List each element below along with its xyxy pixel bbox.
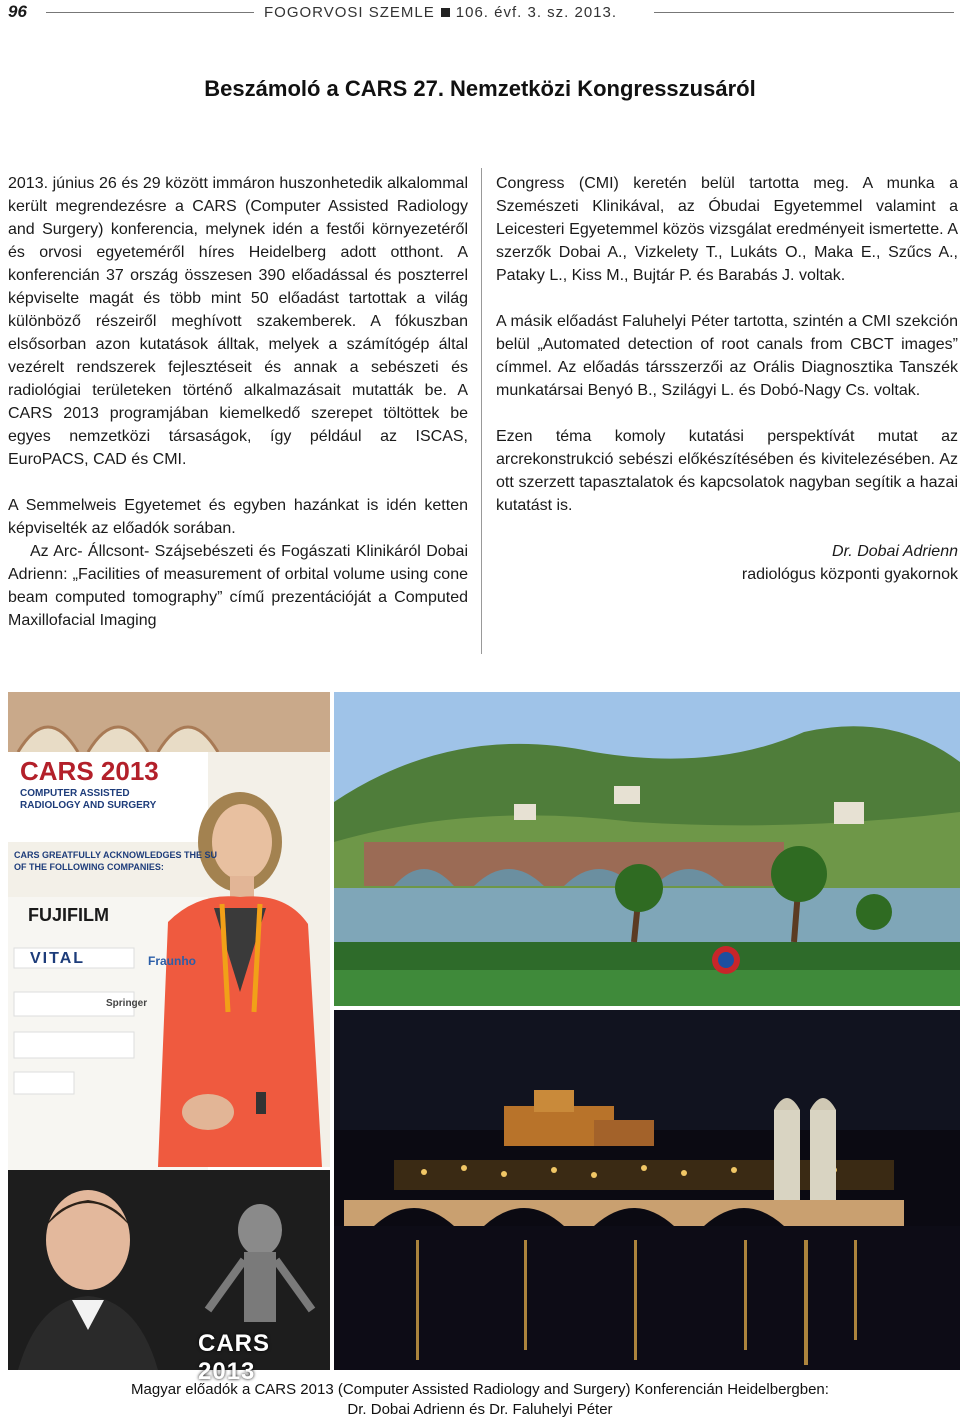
photo-heidelberg-bridge-day <box>334 692 960 1006</box>
page-header <box>0 0 960 30</box>
banner-title: CARS 2013 <box>20 756 159 786</box>
banner-ack-1: CARS GREATFULLY ACKNOWLEDGES THE SU <box>14 850 218 860</box>
square-bullet-icon <box>441 8 450 17</box>
sponsor-springer-logo: Springer <box>106 998 148 1009</box>
caption-line-2: Dr. Dobai Adrienn és Dr. Faluhelyi Péter <box>347 1401 613 1418</box>
journal-name: FOGORVOSI SZEMLE <box>264 4 435 21</box>
paragraph-dobai: Az Arc- Állcsont- Szájsebészeti és Fogászati Klinikáról Dobai Adrienn: „Facilities of measurement of orbital volume using cone beam computed tomography” című prezentációját a Computed Maxillofacial Imaging <box>8 543 468 629</box>
photo-faluhelyi-peter <box>8 1170 330 1385</box>
sponsor-fraunhofer-logo: Fraunho <box>148 954 196 968</box>
header-rule-left <box>46 12 254 13</box>
header-rule-right <box>654 12 954 13</box>
signature-role: radiológus központi gyakornok <box>741 566 958 583</box>
left-column <box>8 172 468 632</box>
article-title: Beszámoló a CARS 27. Nemzetközi Kongresszusáról <box>204 76 756 101</box>
paragraph-intro: 2013. június 26 és 29 között immáron huszonhetedik alkalommal került megrendezésre a CARS (Computer Assisted Radiology and Surgery) konferencia, melynek idén a festői környezetéről és orvosi egyeteméről híres Heidelberg adott otthont. A konferencián 37 ország összesen 390 előadással és poszterrel képviselte magát és több mint 50 előadást tartottak a világ különböző részeiről meghívott szakemberek. A fókuszban elsősorban azon kutatások álltak, melyek a számítógép által vezérelt rendszerek fejlesztéseit és annak a sebészeti és radiológiai területeken történő alkalmazásait mutatták be. A CARS 2013 programjában kiemelkedő szerepet töltöttek be egyes nemzetközi társaságok, így például az ISCAS, EuroPACS, CAD és CMI. <box>8 175 468 468</box>
photo-heidelberg-bridge-night-illustration <box>334 1010 960 1370</box>
paragraph-authors: Congress (CMI) keretén belül tartotta meg. A munka a Szemészeti Klinikával, az Óbudai Egyetemmel valamint a Leicesteri Egyetemmel közös vizsgálat eredményeit ismertette. A szerzők Dobai A., Vizkelety T., Lukáts O., Maka E., Szűcs A., Pataky L., Kiss M., Bujtár P. és Barabás J. voltak. <box>496 175 958 284</box>
column-divider <box>481 168 482 654</box>
cars-2013-logo: CARS 2013 <box>198 1330 271 1385</box>
sponsor-fujifilm-logo: FUJIFILM <box>28 905 109 925</box>
page-number: 96 <box>8 2 27 21</box>
photo-heidelberg-bridge-night <box>334 1010 960 1370</box>
banner-ack-2: OF THE FOLLOWING COMPANIES: <box>14 862 164 872</box>
photo-heidelberg-bridge-day-illustration <box>334 692 960 1006</box>
paragraph-representatives: A Semmelweis Egyetemet és egyben hazánkat is idén ketten képviselték az előadók sorában. <box>8 497 468 537</box>
figure-caption <box>0 1380 960 1420</box>
right-column <box>496 172 958 586</box>
photo-dobai-adrienn <box>8 692 330 1167</box>
caption-line-1: Magyar előadók a CARS 2013 (Computer Assisted Radiology and Surgery) Konferencián Heidelbergben: <box>131 1381 829 1398</box>
signature-name: Dr. Dobai Adrienn <box>832 543 958 560</box>
running-head <box>264 4 617 21</box>
paragraph-perspective: Ezen téma komoly kutatási perspektívát mutat az arcrekonstrukció sebészi előkészítésében és kivitelezésében. Az ott szerzett tapasztalatok és kapcsolatok nagyban segítik a hazai kutatást is. <box>496 428 958 514</box>
banner-subtitle-2: RADIOLOGY AND SURGERY <box>20 800 157 811</box>
issue-info: 106. évf. 3. sz. 2013. <box>455 4 618 21</box>
banner-subtitle-1: COMPUTER ASSISTED <box>20 788 130 799</box>
paragraph-faluhelyi: A másik előadást Faluhelyi Péter tartotta, szintén a CMI szekción belül „Automated detection of root canals from CBCT images” címmel. Az előadás társszerzői az Orális Diagnosztika Tanszék munkatársai Benyó B., Szilágyi L. és Dobó-Nagy Cs. voltak. <box>496 313 958 399</box>
sponsor-vital-logo: VITAL <box>30 950 86 967</box>
